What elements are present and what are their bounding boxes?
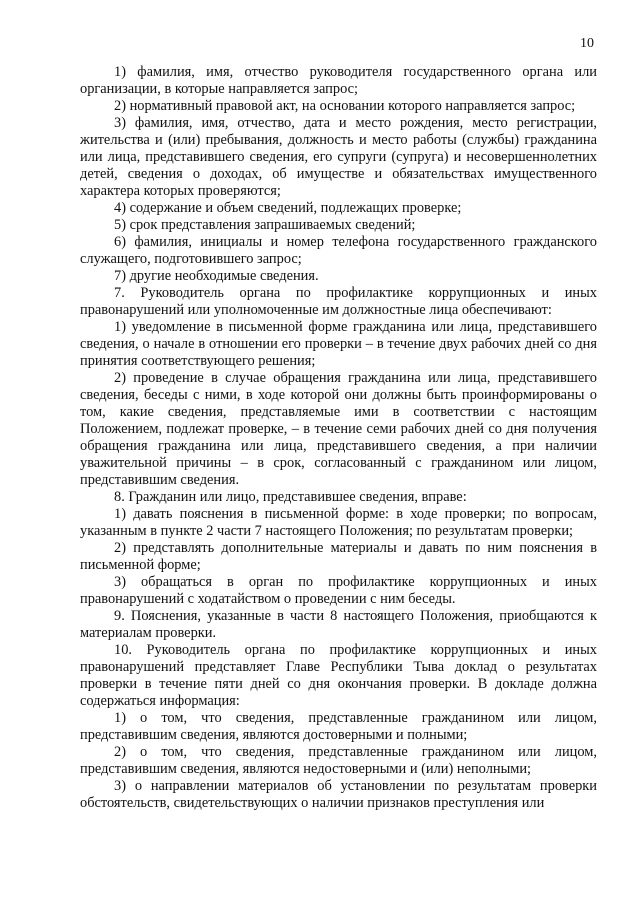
paragraph: 7. Руководитель органа по профилактике коррупционных и иных правонарушений или уполномоченные им должностные лица обеспечивают: xyxy=(80,285,597,318)
paragraph: 7) другие необходимые сведения. xyxy=(114,268,319,284)
paragraph: 1) уведомление в письменной форме гражданина или лица, представившего сведения, о начале в отношении его проверки – в течение двух рабочих дней со дня принятия соответствующего решения; xyxy=(80,319,597,369)
paragraph: 3) обращаться в орган по профилактике коррупционных и иных правонарушений с ходатайством о проведении с ним беседы. xyxy=(80,574,597,607)
paragraph: 6) фамилия, инициалы и номер телефона государственного гражданского служащего, подготовившего запрос; xyxy=(80,234,597,267)
document-body xyxy=(80,64,597,812)
paragraph: 2) проведение в случае обращения гражданина или лица, представившего сведения, беседы с ними, в ходе которой они должны быть проинформированы о том, какие сведения, представляемые ими в соответствии с настоящим Положением, подлежат проверке, – в течение семи рабочих дней со дня получения обращения гражданина или лица, представившего сведения, а при наличии уважительной причины – в срок, согласованный с гражданином или лицом, представившим сведения. xyxy=(80,370,597,488)
paragraph: 1) давать пояснения в письменной форме: в ходе проверки; по вопросам, указанным в пункте 2 части 7 настоящего Положения; по результатам проверки; xyxy=(80,506,597,539)
paragraph: 2) нормативный правовой акт, на основании которого направляется запрос; xyxy=(114,98,576,114)
page-number: 10 xyxy=(580,36,594,51)
paragraph: 2) представлять дополнительные материалы и давать по ним пояснения в письменной форме; xyxy=(80,540,597,573)
paragraph: 3) о направлении материалов об установлении по результатам проверки обстоятельств, свидетельствующих о наличии признаков преступления или xyxy=(80,778,597,811)
paragraph: 8. Гражданин или лицо, представившее сведения, вправе: xyxy=(114,489,467,505)
paragraph: 5) срок представления запрашиваемых сведений; xyxy=(114,217,416,233)
paragraph: 1) о том, что сведения, представленные гражданином или лицом, представившим сведения, являются достоверными и полными; xyxy=(80,710,597,743)
paragraph: 1) фамилия, имя, отчество руководителя государственного органа или организации, в которые направляется запрос; xyxy=(80,64,597,97)
paragraph: 9. Пояснения, указанные в части 8 настоящего Положения, приобщаются к материалам проверки. xyxy=(80,608,597,641)
paragraph: 10. Руководитель органа по профилактике коррупционных и иных правонарушений представляет Главе Республики Тыва доклад о результатах проверки в течение пяти дней со дня окончания проверки. В докладе должна содержаться информация: xyxy=(80,642,597,709)
paragraph: 4) содержание и объем сведений, подлежащих проверке; xyxy=(114,200,462,216)
paragraph: 3) фамилия, имя, отчество, дата и место рождения, место регистрации, жительства и (или) пребывания, должность и место работы (службы) гражданина или лица, представившего сведения, его супруги (супруга) и несовершеннолетних детей, сведения о доходах, об имуществе и обязательствах имущественного характера которых проверяются; xyxy=(80,115,597,199)
paragraph: 2) о том, что сведения, представленные гражданином или лицом, представившим сведения, являются недостоверными и (или) неполными; xyxy=(80,744,597,777)
